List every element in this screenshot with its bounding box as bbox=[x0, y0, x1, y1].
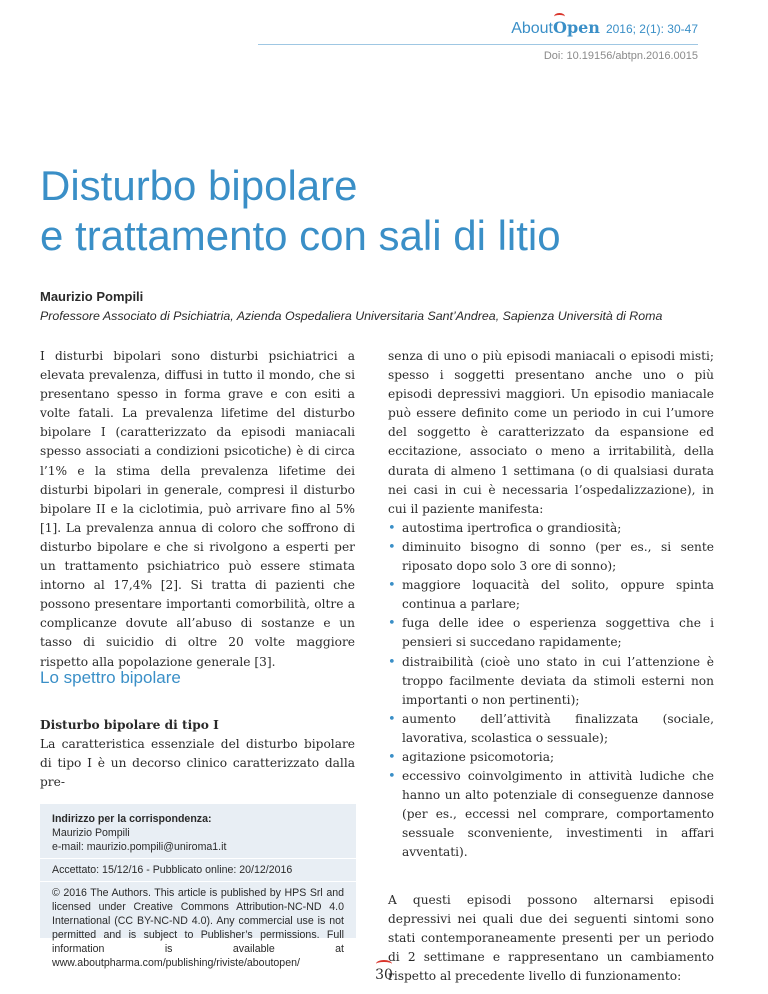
list-item: • agitazione psicomotoria; bbox=[388, 748, 714, 767]
brand-about: About bbox=[511, 20, 553, 37]
author-affiliation: Professore Associato di Psichiatria, Azienda Ospedaliera Universitaria Sant’Andrea, Sapienza Università di Roma bbox=[40, 309, 663, 323]
box-divider bbox=[40, 858, 356, 859]
right-paragraph-2: A questi episodi possono alternarsi episodi depressivi nei quali due dei seguenti sintomi sono stati contemporaneamente presenti per un periodo di 2 settimane e rappresentano un cambiamento rispetto al precedente livello di funzionamento: bbox=[388, 892, 714, 983]
article-title bbox=[40, 161, 730, 261]
doi: Doi: 10.19156/abtpn.2016.0015 bbox=[543, 50, 698, 62]
right-column bbox=[388, 347, 714, 986]
list-item: • aumento dell’attività finalizzata (sociale, lavorativa, scolastica o sessuale); bbox=[388, 710, 714, 748]
journal-citation: 2016; 2(1): 30-47 bbox=[605, 22, 698, 36]
correspondence-dates: Accettato: 15/12/16 - Pubblicato online: 20/12/2016 bbox=[52, 864, 293, 876]
subsection-text: La caratteristica essenziale del disturbo bipolare di tipo I è un decorso clinico caratterizzato dalla pre- bbox=[40, 737, 355, 790]
brand-arc-icon bbox=[554, 13, 565, 20]
symptom-list bbox=[388, 519, 714, 863]
right-paragraph-1: senza di uno o più episodi maniacali o episodi misti; spesso i soggetti presentano anche uno o più episodi depressivi maggiori. Un episodio maniacale può essere definito come un periodo in cui l’umore del soggetto è caratterizzato da espansione ed eccitazione, associato o meno a irritabilità, della durata di almeno 1 settimana (o di qualsiasi durata nei casi in cui è necessaria l’ospedalizzazione), in cui il paziente manifesta: bbox=[388, 349, 714, 516]
subsection-heading: Disturbo bipolare di tipo I bbox=[40, 718, 219, 732]
correspondence-email: e-mail: maurizio.pompili@uniroma1.it bbox=[52, 841, 227, 853]
header-divider bbox=[258, 44, 698, 45]
list-item: • distraibilità (cioè uno stato in cui l’attenzione è troppo facilmente deviata da stimoli esterni non importanti o non pertinenti); bbox=[388, 653, 714, 710]
correspondence-name: Maurizio Pompili bbox=[52, 827, 130, 839]
subsection bbox=[40, 716, 355, 792]
intro-paragraph: I disturbi bipolari sono disturbi psichiatrici a elevata prevalenza, diffusi in tutto il mondo, che si presentano spesso in forma grave e con esiti a volte fatali. La prevalenza lifetime del disturbo bipolare I (caratterizzato da episodi maniacali spesso associati a condizioni psicotiche) è di circa l’1% e la stima della prevalenza lifetime dei disturbi bipolari in generale, compresi il disturbo bipolare II e la ciclotimia, può arrivare fino al 5% [1]. La prevalenza annua di coloro che soffrono di disturbo bipolare e che si rivolgono a esperti per un trattamento psichiatrico può essere stimata intorno al 17,4% [2]. Si tratta di pazienti che possono presentare importanti comorbilità, oltre a complicanze dovute all’abuso di sostanze e un tasso di suicidio di oltre 20 volte maggiore rispetto alla popolazione generale [3]. bbox=[40, 349, 355, 669]
license-text: © 2016 The Authors. This article is published by HPS Srl and licensed under Creative Commons Attribution-NC-ND 4.0 International (CC BY-NC-ND 4.0). Any commercial use is not permitted and is subject to Publisher’s permissions. Full information is available at www.aboutpharma.com/publishing/riviste/aboutopen/ bbox=[52, 887, 344, 969]
correspondence-heading: Indirizzo per la corrispondenza: bbox=[52, 813, 212, 825]
journal-header bbox=[511, 18, 698, 38]
list-item: • fuga delle idee o esperienza soggettiva che i pensieri si succedano rapidamente; bbox=[388, 614, 714, 652]
title-line-1: Disturbo bipolare bbox=[40, 162, 358, 209]
author-name: Maurizio Pompili bbox=[40, 289, 144, 304]
list-item: • maggiore loquacità del solito, oppure spinta continua a parlare; bbox=[388, 576, 714, 614]
list-item: • eccessivo coinvolgimento in attività ludiche che hanno un alto potenziale di conseguenze dannose (per es., eccessi nel comprare, comportamento sessuale sconveniente, investimenti in affari avventati). bbox=[388, 767, 714, 862]
list-item: • diminuito bisogno di sonno (per es., si sente riposato dopo solo 3 ore di sonno); bbox=[388, 538, 714, 576]
list-item: • autostima ipertrofica o grandiosità; bbox=[388, 519, 714, 538]
correspondence-box bbox=[40, 804, 356, 969]
journal-brand-line bbox=[511, 18, 698, 38]
section-heading: Lo spettro bipolare bbox=[40, 668, 181, 687]
brand-open bbox=[553, 18, 600, 37]
page-number: 30 bbox=[375, 967, 393, 983]
box-divider bbox=[40, 881, 356, 882]
title-line-2: e trattamento con sali di litio bbox=[40, 212, 561, 259]
brand-open-text: Open bbox=[553, 18, 600, 37]
left-column bbox=[40, 347, 355, 672]
